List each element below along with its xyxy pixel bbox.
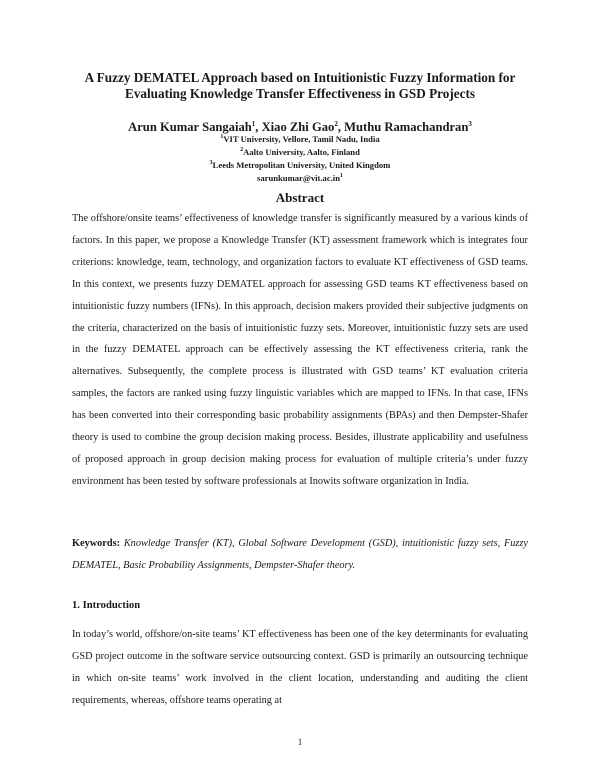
affiliation-text: Leeds Metropolitan University, United Kingdom [212, 160, 391, 171]
email-text: sarunkumar@vit.ac.in [257, 173, 340, 184]
affiliation-line [60, 132, 540, 145]
abstract-heading: Abstract [275, 190, 325, 205]
affiliation-list [60, 132, 540, 185]
author-name: Muthu Ramachandran [344, 120, 469, 135]
affiliation-mark: 1 [220, 134, 224, 140]
keywords-label: Keywords: [72, 538, 121, 549]
section-heading-introduction: 1. Introduction [72, 600, 141, 611]
keywords-text: Knowledge Transfer (KT), Global Software Development (GSD), intuitionistic fuzzy sets, Fuzzy DEMATEL, Basic Probability Assignments, Dempster-Shafer theory. [72, 538, 528, 571]
author-affiliation-mark: 1 [251, 120, 256, 128]
affiliation-text: VIT University, Vellore, Tamil Nadu, India [223, 133, 380, 144]
author-affiliation-mark: 3 [468, 120, 472, 128]
author-separator: , [337, 120, 345, 135]
corresponding-email [60, 171, 540, 184]
author-name: Xiao Zhi Gao [261, 120, 335, 135]
keywords-paragraph [72, 533, 528, 577]
author-name: Arun Kumar Sangaiah [128, 120, 252, 135]
affiliation-mark: 3 [209, 160, 213, 167]
affiliation-text: Aalto University, Aalto, Finland [243, 147, 360, 158]
introduction-text: In today’s world, offshore/on-site teams’ KT effectiveness has been one of the key determinants for evaluating GSD project outcome in the software service outsourcing context. GSD is primarily an outsourcing technique in which on-site teams’ work involved in the client location, understanding and auditing the client requirements, whereas, offshore teams operating at [72, 629, 528, 706]
paper-title: A Fuzzy DEMATEL Approach based on Intuitionistic Fuzzy Information for Evaluating Knowledge Transfer Effectiveness in GSD Projects [84, 70, 516, 101]
affiliation-mark: 2 [240, 147, 244, 154]
page-number: 1 [297, 737, 303, 747]
email-mark: 1 [339, 173, 343, 180]
abstract-text: The offshore/onsite teams’ effectiveness of knowledge transfer is significantly measured by a various kinds of factors. In this paper, we propose a Knowledge Transfer (KT) assessment framework which is integrates four criterions: knowledge, team, technology, and organization factors to evaluate KT effectiveness of GSD teams. In this context, we presents fuzzy DEMATEL approach for assessing GSD teams KT effectiveness based on intuitionistic fuzzy numbers (IFNs). In this approach, decision makers provided their subjective judgments on the criteria, characterized on the basis of intuitionistic fuzzy sets. Moreover, intuitionistic fuzzy sets are used in the fuzzy DEMATEL approach can be effectively assessing the KT effectiveness criteria, rank the alternatives. Subsequently, the complete process is illustrated with GSD teams’ KT evaluation criteria samples, the factors are ranked using fuzzy linguistic variables which are mapped to IFNs. In that case, IFNs has been converted into their corresponding basic probability assignments (BPAs) and then Dempster-Shafer theory is used to combine the group decision making process. Besides, illustrate applicability and usefulness of proposed approach in group decision making process for evaluation of multiple criteria’s under fuzzy environment has been tested by software professionals at Inowits software organization in India. [72, 213, 528, 487]
affiliation-line [60, 145, 540, 158]
author-affiliation-mark: 2 [334, 120, 338, 128]
author-separator: , [255, 120, 262, 135]
affiliation-line [60, 158, 540, 171]
